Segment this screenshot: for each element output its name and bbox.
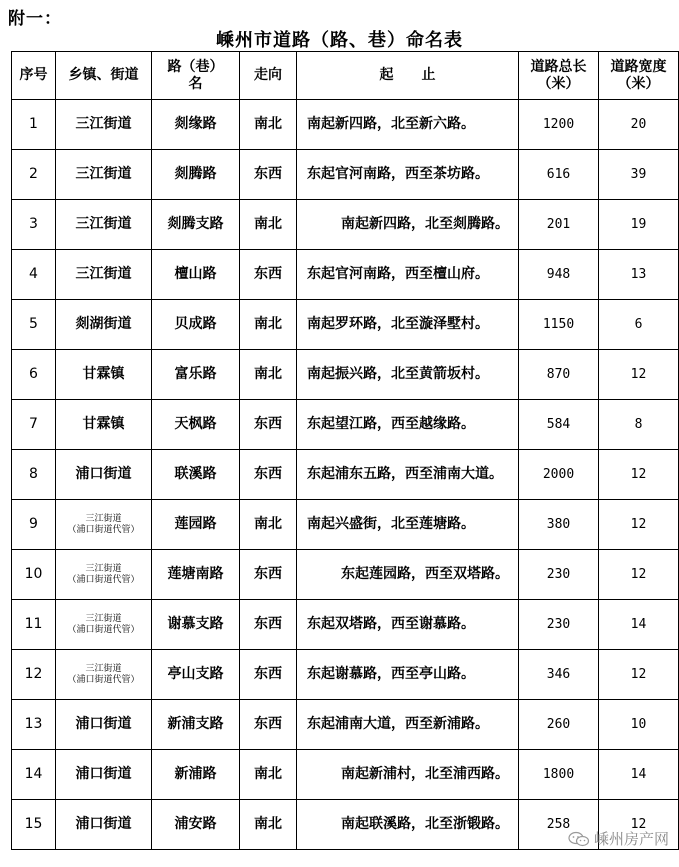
cell-width: 19	[599, 200, 679, 250]
cell-index: 14	[12, 750, 56, 800]
cell-length: 258	[519, 800, 599, 850]
cell-direction: 东西	[240, 700, 297, 750]
cell-direction: 南北	[240, 300, 297, 350]
table-row	[12, 750, 679, 800]
cell-town	[56, 600, 152, 650]
table-row	[12, 650, 679, 700]
header-road-name-line2: 名	[188, 75, 203, 92]
cell-direction: 东西	[240, 450, 297, 500]
cell-direction: 东西	[240, 550, 297, 600]
cell-road-name: 天枫路	[152, 400, 240, 450]
cell-town: 浦口街道	[56, 750, 152, 800]
cell-width: 14	[599, 600, 679, 650]
table-row	[12, 300, 679, 350]
cell-index: 6	[12, 350, 56, 400]
cell-width: 12	[599, 450, 679, 500]
cell-index: 11	[12, 600, 56, 650]
table-row	[12, 600, 679, 650]
cell-index: 9	[12, 500, 56, 550]
cell-width: 13	[599, 250, 679, 300]
cell-town: 甘霖镇	[56, 400, 152, 450]
cell-town	[56, 650, 152, 700]
cell-route: 南起兴盛街，北至莲塘路。	[297, 500, 519, 550]
header-road-name-line1: 路（巷）	[167, 58, 224, 75]
cell-length: 380	[519, 500, 599, 550]
cell-town	[56, 550, 152, 600]
cell-width: 20	[599, 100, 679, 150]
cell-index: 3	[12, 200, 56, 250]
cell-route: 南起新四路，北至新六路。	[297, 100, 519, 150]
cell-length: 260	[519, 700, 599, 750]
cell-length: 346	[519, 650, 599, 700]
page-title: 嵊州市道路（路、巷）命名表	[216, 30, 463, 51]
cell-road-name: 联溪路	[152, 450, 240, 500]
cell-road-name: 亭山支路	[152, 650, 240, 700]
cell-width: 39	[599, 150, 679, 200]
cell-direction: 南北	[240, 350, 297, 400]
cell-town: 三江街道	[56, 100, 152, 150]
cell-road-name: 剡腾支路	[152, 200, 240, 250]
cell-route: 南起罗环路，北至漩泽墅村。	[297, 300, 519, 350]
cell-index: 8	[12, 450, 56, 500]
cell-width: 8	[599, 400, 679, 450]
cell-length: 1200	[519, 100, 599, 150]
table-row	[12, 450, 679, 500]
cell-town-line1: 三江街道	[85, 663, 122, 674]
cell-length: 2000	[519, 450, 599, 500]
table-row	[12, 500, 679, 550]
wechat-icon	[568, 831, 590, 847]
cell-length: 201	[519, 200, 599, 250]
cell-route: 南起新浦村，北至浦西路。	[297, 750, 519, 800]
header-width-line1: 道路宽度	[610, 58, 667, 75]
cell-direction: 南北	[240, 500, 297, 550]
cell-route: 东起莲园路，西至双塔路。	[297, 550, 519, 600]
watermark-text: 嵊州房产网	[593, 830, 669, 848]
cell-direction: 东西	[240, 650, 297, 700]
table-row	[12, 100, 679, 150]
cell-length: 1800	[519, 750, 599, 800]
cell-width: 12	[599, 800, 679, 850]
cell-town-line1: 三江街道	[85, 613, 122, 624]
header-route: 起 止	[297, 52, 519, 100]
cell-road-name: 浦安路	[152, 800, 240, 850]
cell-route: 东起望江路，西至越缘路。	[297, 400, 519, 450]
cell-width: 14	[599, 750, 679, 800]
table-row	[12, 700, 679, 750]
cell-route: 东起浦南大道，西至新浦路。	[297, 700, 519, 750]
header-road-name	[152, 52, 240, 100]
header-index: 序号	[12, 52, 56, 100]
cell-direction: 南北	[240, 750, 297, 800]
cell-road-name: 剡缘路	[152, 100, 240, 150]
header-town: 乡镇、街道	[56, 52, 152, 100]
cell-town: 三江街道	[56, 250, 152, 300]
cell-road-name: 贝成路	[152, 300, 240, 350]
header-length-line2: （米）	[537, 75, 580, 92]
cell-length: 948	[519, 250, 599, 300]
cell-width: 10	[599, 700, 679, 750]
table-row	[12, 550, 679, 600]
cell-index: 13	[12, 700, 56, 750]
cell-town-line1: 三江街道	[85, 513, 122, 524]
cell-index: 5	[12, 300, 56, 350]
cell-road-name: 檀山路	[152, 250, 240, 300]
cell-width: 12	[599, 650, 679, 700]
cell-length: 1150	[519, 300, 599, 350]
cell-town-line2: （浦口街道代管）	[67, 674, 140, 685]
cell-direction: 南北	[240, 100, 297, 150]
table-row	[12, 400, 679, 450]
cell-town-line2: （浦口街道代管）	[67, 524, 140, 535]
cell-index: 1	[12, 100, 56, 150]
cell-route: 东起官河南路，西至檀山府。	[297, 250, 519, 300]
header-length-line1: 道路总长	[530, 58, 587, 75]
cell-town: 浦口街道	[56, 800, 152, 850]
table-row	[12, 250, 679, 300]
cell-index: 7	[12, 400, 56, 450]
cell-town: 三江街道	[56, 200, 152, 250]
cell-length: 230	[519, 600, 599, 650]
cell-index: 10	[12, 550, 56, 600]
road-naming-table	[11, 51, 679, 850]
cell-road-name: 莲塘南路	[152, 550, 240, 600]
cell-town-line2: （浦口街道代管）	[67, 624, 140, 635]
cell-direction: 南北	[240, 800, 297, 850]
watermark	[568, 828, 669, 849]
cell-road-name: 剡腾路	[152, 150, 240, 200]
cell-length: 616	[519, 150, 599, 200]
table-header-row	[12, 52, 679, 100]
cell-direction: 东西	[240, 400, 297, 450]
cell-route: 东起浦东五路，西至浦南大道。	[297, 450, 519, 500]
cell-road-name: 新浦支路	[152, 700, 240, 750]
cell-width: 12	[599, 550, 679, 600]
cell-index: 12	[12, 650, 56, 700]
cell-town: 浦口街道	[56, 700, 152, 750]
cell-road-name: 莲园路	[152, 500, 240, 550]
cell-road-name: 谢慕支路	[152, 600, 240, 650]
cell-direction: 东西	[240, 250, 297, 300]
cell-town-line1: 三江街道	[85, 563, 122, 574]
cell-index: 4	[12, 250, 56, 300]
cell-route: 南起新四路，北至剡腾路。	[297, 200, 519, 250]
attachment-label: 附一：	[8, 9, 62, 29]
table-row	[12, 150, 679, 200]
cell-index: 15	[12, 800, 56, 850]
header-length	[519, 52, 599, 100]
cell-town: 三江街道	[56, 150, 152, 200]
cell-town: 甘霖镇	[56, 350, 152, 400]
cell-width: 12	[599, 500, 679, 550]
cell-width: 12	[599, 350, 679, 400]
cell-route: 东起双塔路，西至谢慕路。	[297, 600, 519, 650]
cell-route: 南起振兴路，北至黄箭坂村。	[297, 350, 519, 400]
cell-length: 230	[519, 550, 599, 600]
cell-index: 2	[12, 150, 56, 200]
cell-direction: 南北	[240, 200, 297, 250]
cell-town-line2: （浦口街道代管）	[67, 574, 140, 585]
header-width	[599, 52, 679, 100]
cell-route: 东起官河南路，西至茶坊路。	[297, 150, 519, 200]
cell-route: 东起谢慕路，西至亭山路。	[297, 650, 519, 700]
cell-town: 浦口街道	[56, 450, 152, 500]
table-row	[12, 350, 679, 400]
header-width-line2: （米）	[617, 75, 660, 92]
header-direction: 走向	[240, 52, 297, 100]
cell-road-name: 新浦路	[152, 750, 240, 800]
cell-direction: 东西	[240, 150, 297, 200]
cell-town	[56, 500, 152, 550]
cell-town: 剡湖街道	[56, 300, 152, 350]
cell-length: 584	[519, 400, 599, 450]
cell-length: 870	[519, 350, 599, 400]
cell-route: 南起联溪路，北至浙锻路。	[297, 800, 519, 850]
cell-width: 6	[599, 300, 679, 350]
table-row	[12, 200, 679, 250]
cell-road-name: 富乐路	[152, 350, 240, 400]
cell-direction: 东西	[240, 600, 297, 650]
